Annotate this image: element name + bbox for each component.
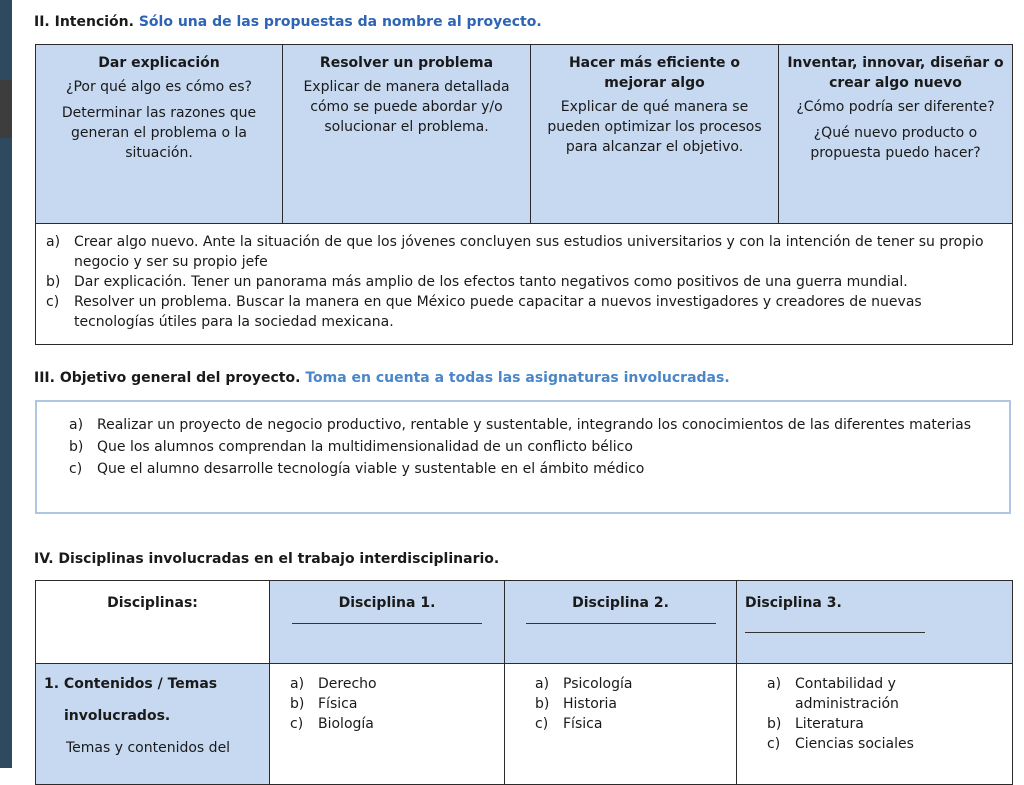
option-title: Resolver un problema (319, 55, 494, 71)
intention-answers-row (36, 224, 1013, 345)
blank-line (292, 619, 482, 624)
row-label-line: Temas y contenidos del (66, 740, 231, 756)
list-text: Que los alumnos comprendan la multidimensionalidad de un conflicto bélico (97, 439, 633, 455)
list-marker: b) (290, 696, 305, 712)
list-marker: b) (767, 716, 782, 732)
list-marker: c) (767, 736, 781, 752)
option-text: ¿Por qué algo es cómo es? (66, 79, 252, 95)
discipline-3-header (737, 581, 1013, 664)
disciplines-header-label (36, 581, 270, 664)
section-2-note: Sólo una de las propuestas da nombre al proyecto. (138, 14, 542, 30)
list-marker: c) (46, 294, 60, 310)
row-label-line: 1. Contenidos / Temas (44, 676, 218, 692)
intention-answers (36, 224, 1013, 345)
option-title: Hacer más eficiente o mejorar algo (568, 55, 741, 91)
discipline-name: Disciplina 3. (745, 595, 842, 611)
option-text: Explicar de qué manera se pueden optimizar los procesos para alcanzar el objetivo. (547, 99, 762, 155)
option-improve (531, 45, 779, 224)
list-item (767, 734, 1004, 754)
list-marker: a) (46, 234, 61, 250)
intention-options-row (36, 45, 1013, 224)
list-item (290, 674, 496, 694)
list-item (535, 674, 728, 694)
list-text: Física (563, 716, 603, 732)
list-text: Contabilidad y administración (795, 676, 899, 712)
section-2-heading (34, 14, 542, 30)
discipline-3-contents (737, 664, 1013, 785)
blank-line (526, 619, 716, 624)
list-text: Realizar un proyecto de negocio productivo, rentable y sustentable, integrando los conocimientos de las diferentes materias (97, 417, 972, 433)
discipline-2-header (505, 581, 737, 664)
list-marker: a) (767, 676, 782, 692)
section-3-title: III. Objetivo general del proyecto. (34, 370, 301, 386)
list-text: Historia (563, 696, 617, 712)
list-item (290, 714, 496, 734)
intention-answer-list (46, 232, 1002, 332)
list-item (69, 458, 989, 480)
contents-row (36, 664, 1013, 785)
list-item (535, 694, 728, 714)
list-item (767, 674, 1004, 714)
option-text: ¿Cómo podría ser diferente? (796, 99, 995, 115)
section-4-heading (34, 551, 499, 567)
list-marker: c) (535, 716, 549, 732)
objective-box (35, 400, 1011, 514)
list-marker: b) (46, 274, 61, 290)
contents-list (535, 674, 728, 734)
list-marker: c) (290, 716, 304, 732)
list-marker: b) (69, 439, 84, 455)
list-marker: a) (290, 676, 305, 692)
discipline-1-contents (270, 664, 505, 785)
contents-row-label (36, 664, 270, 785)
option-text: ¿Qué nuevo producto o propuesta puedo hacer? (810, 125, 981, 161)
document-page (12, 0, 1024, 768)
list-text: Que el alumno desarrolle tecnología viable y sustentable en el ámbito médico (97, 461, 645, 477)
option-title: Dar explicación (98, 55, 220, 71)
list-text: Física (318, 696, 358, 712)
blank-line (745, 620, 925, 633)
intention-table (35, 44, 1013, 345)
list-text: Psicología (563, 676, 633, 692)
window-edge-notch (0, 80, 12, 138)
discipline-1-header (270, 581, 505, 664)
discipline-2-contents (505, 664, 737, 785)
list-item (69, 436, 989, 458)
list-marker: a) (535, 676, 550, 692)
list-marker: a) (69, 417, 84, 433)
list-text: Biología (318, 716, 374, 732)
section-3-heading (34, 370, 730, 386)
list-item (767, 714, 1004, 734)
list-text: Resolver un problema. Buscar la manera en que México puede capacitar a nuevos investigadores y creadores de nuevas tecnologías útiles para la sociedad mexicana. (74, 294, 922, 330)
option-innovate (779, 45, 1013, 224)
list-text: Ciencias sociales (795, 736, 914, 752)
section-4-title: IV. Disciplinas involucradas en el trabajo interdisciplinario. (34, 551, 500, 567)
header-label-text: Disciplinas: (107, 595, 198, 611)
disciplines-header-row (36, 581, 1013, 664)
discipline-name: Disciplina 1. (338, 595, 436, 611)
list-marker: b) (535, 696, 550, 712)
option-text: Explicar de manera detallada cómo se puede abordar y/o solucionar el problema. (303, 79, 510, 135)
disciplines-table (35, 580, 1013, 785)
list-text: Crear algo nuevo. Ante la situación de que los jóvenes concluyen sus estudios universitarios y con la intención de tener su propio negocio y ser su propio jefe (74, 234, 984, 270)
contents-list (290, 674, 496, 734)
discipline-name: Disciplina 2. (572, 595, 669, 611)
list-text: Dar explicación. Tener un panorama más amplio de los efectos tanto negativos como positivos de una guerra mundial. (74, 274, 908, 290)
option-solve (283, 45, 531, 224)
option-explain (36, 45, 283, 224)
section-3-note: Toma en cuenta a todas las asignaturas involucradas. (305, 370, 730, 386)
list-item (535, 714, 728, 734)
objective-list (69, 414, 989, 480)
option-title: Inventar, innovar, diseñar o crear algo nuevo (787, 55, 1004, 91)
list-text: Derecho (318, 676, 377, 692)
option-text: Determinar las razones que generan el problema o la situación. (61, 105, 257, 161)
contents-list (767, 674, 1004, 754)
list-item (290, 694, 496, 714)
list-text: Literatura (795, 716, 864, 732)
list-item (69, 414, 989, 436)
window-left-edge (0, 0, 12, 768)
list-item (46, 232, 1002, 272)
section-2-title: II. Intención. (34, 14, 134, 30)
list-item (46, 272, 1002, 292)
list-item (46, 292, 1002, 332)
row-label-line: involucrados. (64, 708, 171, 724)
list-marker: c) (69, 461, 83, 477)
